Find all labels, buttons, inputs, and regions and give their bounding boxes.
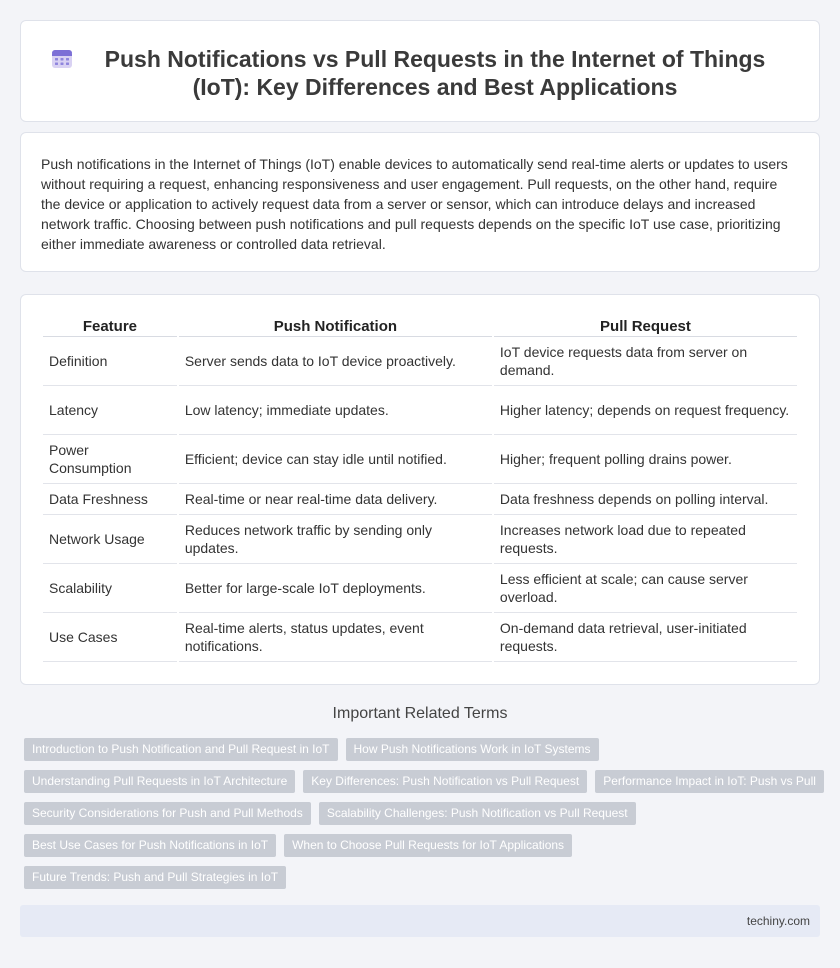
- related-term-tag[interactable]: Best Use Cases for Push Notifications in IoT: [24, 834, 276, 857]
- page-title: Push Notifications vs Pull Requests in the Internet of Things (IoT): Key Differences and Best Applications: [104, 46, 766, 100]
- pull-cell: IoT device requests data from server on demand.: [494, 337, 797, 386]
- push-cell: Efficient; device can stay idle until notified.: [179, 435, 492, 484]
- feature-cell: Power Consumption: [43, 435, 177, 484]
- feature-cell: Definition: [43, 337, 177, 386]
- comparison-card: [20, 294, 820, 685]
- push-cell: Reduces network traffic by sending only updates.: [179, 515, 492, 564]
- related-term-tag[interactable]: Introduction to Push Notification and Pull Request in IoT: [24, 738, 338, 761]
- intro-paragraph: Push notifications in the Internet of Things (IoT) enable devices to automatically send real-time alerts or updates to users without requiring a request, enhancing responsiveness and user engagement. Pull requests, on the other hand, require the device or application to actively request data from a server or sensor, which can introduce delays and increased network traffic. Choosing between push notifications and pull requests depends on the specific IoT use case, prioritizing either immediate awareness or controlled data retrieval.: [41, 156, 788, 252]
- push-cell: Server sends data to IoT device proactively.: [179, 337, 492, 386]
- related-terms-list: [24, 738, 824, 898]
- intro-card: [20, 132, 820, 272]
- related-term-tag[interactable]: Key Differences: Push Notification vs Pull Request: [303, 770, 587, 793]
- feature-cell: Data Freshness: [43, 484, 177, 515]
- pull-cell: Higher; frequent polling drains power.: [494, 435, 797, 484]
- feature-cell: Scalability: [43, 564, 177, 613]
- related-term-tag[interactable]: Scalability Challenges: Push Notification vs Pull Request: [319, 802, 636, 825]
- push-cell: Low latency; immediate updates.: [179, 386, 492, 435]
- table-row: [43, 386, 797, 435]
- feature-cell: Latency: [43, 386, 177, 435]
- header-pull-request: Pull Request: [494, 315, 797, 337]
- header-feature: Feature: [43, 315, 177, 337]
- table-row: [43, 613, 797, 662]
- pull-cell: Increases network load due to repeated requests.: [494, 515, 797, 564]
- footer: [20, 905, 820, 937]
- pull-cell: Higher latency; depends on request frequency.: [494, 386, 797, 435]
- table-row: [43, 435, 797, 484]
- pull-cell: On-demand data retrieval, user-initiated requests.: [494, 613, 797, 662]
- related-term-tag[interactable]: When to Choose Pull Requests for IoT Applications: [284, 834, 572, 857]
- table-row: [43, 515, 797, 564]
- related-term-tag[interactable]: Security Considerations for Push and Pull Methods: [24, 802, 311, 825]
- table-row: [43, 337, 797, 386]
- table-header-row: [43, 315, 797, 337]
- table-row: [43, 484, 797, 515]
- site-name[interactable]: techiny.com: [746, 914, 810, 928]
- related-term-tag[interactable]: Understanding Pull Requests in IoT Architecture: [24, 770, 295, 793]
- pull-cell: Data freshness depends on polling interval.: [494, 484, 797, 515]
- pull-cell: Less efficient at scale; can cause server overload.: [494, 564, 797, 613]
- related-term-tag[interactable]: Future Trends: Push and Pull Strategies in IoT: [24, 866, 286, 889]
- related-term-tag[interactable]: Performance Impact in IoT: Push vs Pull: [595, 770, 824, 793]
- push-cell: Real-time or near real-time data delivery.: [179, 484, 492, 515]
- feature-cell: Network Usage: [43, 515, 177, 564]
- comparison-table: [41, 315, 799, 662]
- push-cell: Real-time alerts, status updates, event notifications.: [179, 613, 492, 662]
- header-push-notification: Push Notification: [179, 315, 492, 337]
- push-cell: Better for large-scale IoT deployments.: [179, 564, 492, 613]
- feature-cell: Use Cases: [43, 613, 177, 662]
- related-term-tag[interactable]: How Push Notifications Work in IoT Systems: [346, 738, 599, 761]
- table-row: [43, 564, 797, 613]
- related-terms-heading: Important Related Terms: [332, 705, 508, 722]
- title-card: [20, 20, 820, 122]
